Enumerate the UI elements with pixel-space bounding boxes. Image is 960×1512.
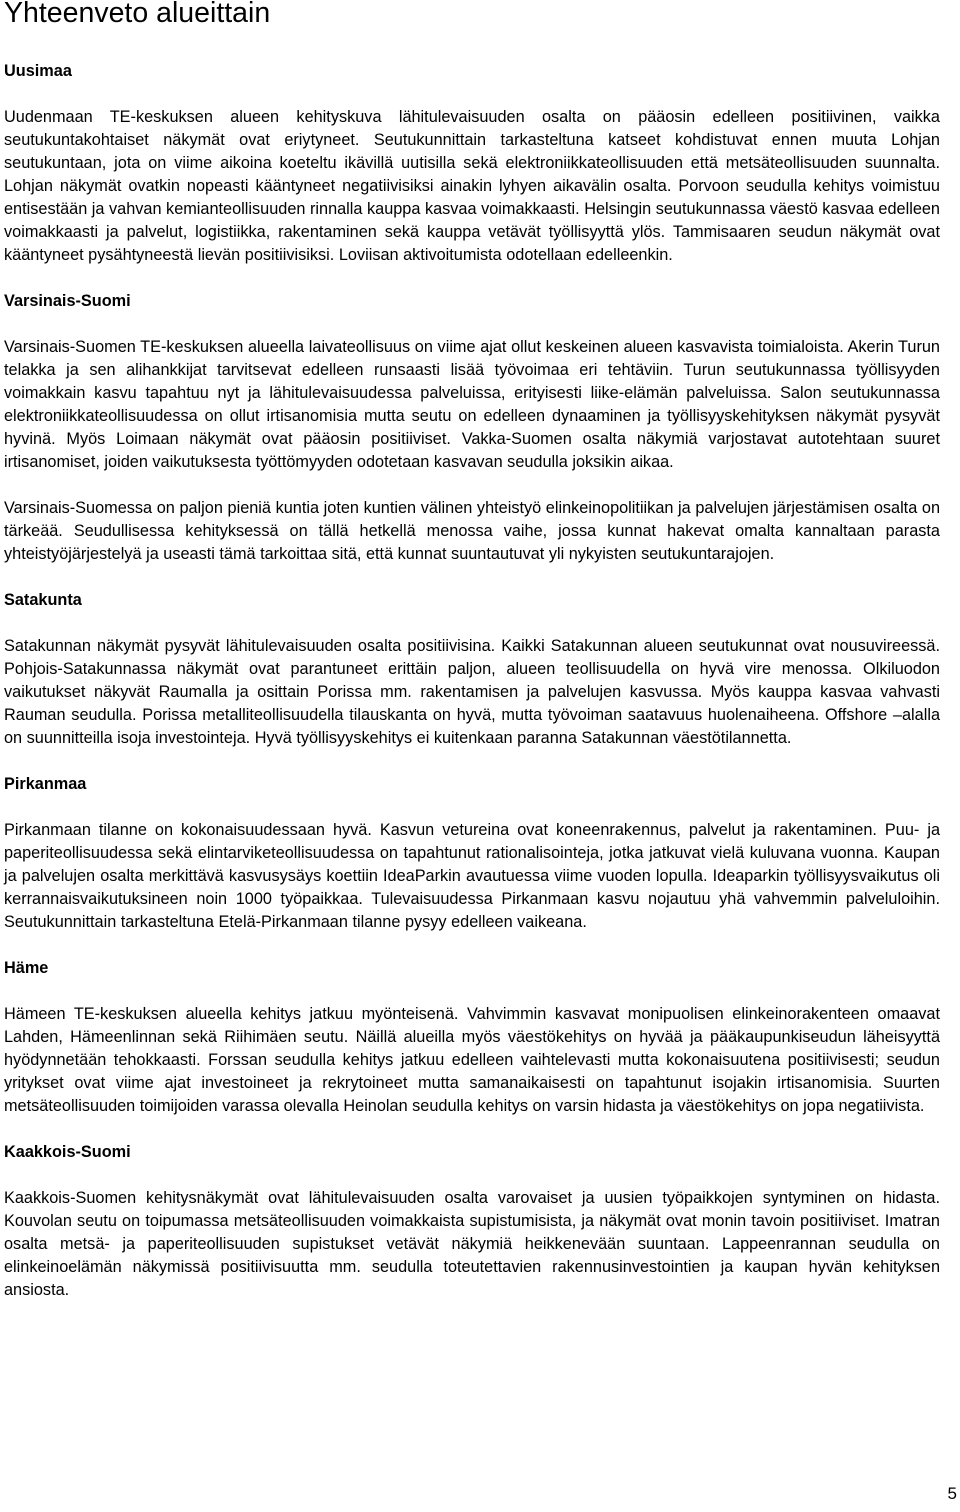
section-paragraph: Hämeen TE-keskuksen alueella kehitys jatkuu myönteisenä. Vahvimmin kasvavat monipuolisen elinkeinorakenteen omaavat Lahden, Hämeenlinnan sekä Riihimäen seutu. Näillä alueilla myös väestökehitys on hyvää ja pääkaupunkiseudun läheisyyttä hyödynnetään tehokkaasti. Forssan seudulla kehitys jatkuu edelleen vaihtelevasti mutta kokonaisuutena positiivisesti; seudun yritykset ovat viime ajat investoineet ja rekrytoineet mutta samanaikaisesti on tapahtunut isojakin irtisanomisia. Suurten metsäteollisuuden toimijoiden varassa olevalla Heinolan seudulla kehitys on varsin hidasta ja väestökehitys on jopa negatiivista. xyxy=(4,1005,940,1115)
section-paragraph: Pirkanmaan tilanne on kokonaisuudessaan hyvä. Kasvun vetureina ovat koneenrakennus, palvelut ja rakentaminen. Puu- ja paperiteollisuudessa sekä elintarviketeollisuudessa on tapahtunut rationalisointeja, jotka jatkuvat vielä kuluvana vuonna. Kaupan ja palvelujen osalta merkittävä kasvusysäys koettiin IdeaParkin avautuessa viime vuoden lopulla. Ideaparkin työllisyysvaikutus oli kerrannaisvaikutuksineen noin 1000 työpaikkaa. Tulevaisuudessa Pirkanmaan kasvu nojautuu yhä vahvemmin palveluloihin. Seutukunnittain tarkasteltuna Etelä-Pirkanmaan tilanne pysyy edelleen vaikeana. xyxy=(4,821,940,931)
section-uusimaa xyxy=(4,60,940,267)
page-number: 5 xyxy=(947,1484,957,1503)
section-paragraph: Varsinais-Suomen TE-keskuksen alueella laivateollisuus on viime ajat ollut keskeinen alueen kasvavista toimialoista. Akerin Turun telakka ja sen alihankkijat tarvitsevat edelleen runsaasti lisää työvoimaa eri tehtäviin. Turun seutukunnassa työllisyyden voimakkain kasvu tapahtuu nyt ja lähitulevaisuudessa palveluissa, erityisesti liike-elämän palveluissa. Salon seutukunnassa elektroniikkateollisuudessa on ollut irtisanomisia mutta seutu on edelleen dynaaminen ja työllisyyskehityksen näkymät pysyvät hyvinä. Myös Loimaan näkymät ovat pääosin positiiviset. Vakka-Suomen osalta näkymiä varjostavat autotehtaan suuret irtisanomiset, joiden vaikutuksesta työttömyyden odotetaan kasvavan seudulla joksikin aikaa. xyxy=(4,338,940,471)
section-paragraph: Uudenmaan TE-keskuksen alueen kehityskuva lähitulevaisuuden osalta on pääosin edelleen positiivinen, vaikka seutukuntakohtaiset näkymät ovat eriytyneet. Seutukunnittain tarkasteltuna katseet kohdistuvat ennen muuta Lohjan seutukuntaan, jota on viime aikoina koeteltu ikävillä uutisilla sekä elektroniikkateollisuuden että metsäteollisuuden suunnalta. Lohjan näkymät ovatkin nopeasti kääntyneet negatiivisiksi ainakin lyhyen aikavälin osalta. Porvoon seudulla kehitys voimistuu entisestään ja vahvan kemianteollisuuden rinnalla kauppa kasvaa voimakkaasti. Helsingin seutukunnassa väestö kasvaa edelleen voimakkaasti ja palvelut, logistiikka, rakentaminen sekä kauppa vetävät työllisyyttä ylös. Tammisaaren seudun näkymät ovat kääntyneet pysähtyneestä lievän positiivisiksi. Loviisan aktivoitumista odotellaan edelleenkin. xyxy=(4,108,940,264)
section-heading: Kaakkois-Suomi xyxy=(4,1143,131,1161)
section-paragraph: Varsinais-Suomessa on paljon pieniä kuntia joten kuntien välinen yhteistyö elinkeinopolitiikan ja palvelujen järjestämisen osalta on tärkeää. Seudullisessa kehityksessä on tällä hetkellä menossa vaihe, jossa kunnat hakevat omalta kannaltaan parasta yhteistyöjärjestelyä ja useasti tämä tarkoittaa sitä, että kunnat suuntautuvat yli nykyisten seutukuntarajojen. xyxy=(4,499,940,563)
section-varsinais-suomi xyxy=(4,290,940,566)
section-hame xyxy=(4,957,940,1118)
section-heading: Häme xyxy=(4,959,49,977)
section-paragraph: Satakunnan näkymät pysyvät lähitulevaisuuden osalta positiivisina. Kaikki Satakunnan alueen seutukunnat ovat nousuvireessä. Pohjois-Satakunnassa näkymät ovat parantuneet erittäin paljon, alueen teollisuudella on hyvä vire menossa. Olkiluodon vaikutukset näkyvät Raumalla ja osittain Porissa mm. rakentamisen ja palvelujen kasvussa. Myös kauppa kasvaa vahvasti Rauman seudulla. Porissa metalliteollisuudella tilauskanta on hyvä, mutta työvoiman saatavuus huolenaiheena. Offshore –alalla on suunnitteilla isoja investointeja. Hyvä työllisyyskehitys ei kuitenkaan paranna Satakunnan väestötilannetta. xyxy=(4,637,940,747)
document-body xyxy=(4,60,940,1302)
section-heading: Pirkanmaa xyxy=(4,775,87,793)
section-satakunta xyxy=(4,589,940,750)
section-heading: Uusimaa xyxy=(4,62,72,80)
section-heading: Varsinais-Suomi xyxy=(4,292,131,310)
section-kaakkois-suomi xyxy=(4,1141,940,1302)
page-title: Yhteenveto alueittain xyxy=(4,0,271,29)
section-pirkanmaa xyxy=(4,773,940,934)
section-heading: Satakunta xyxy=(4,591,82,609)
section-paragraph: Kaakkois-Suomen kehitysnäkymät ovat lähitulevaisuuden osalta varovaiset ja uusien työpaikkojen syntyminen on hidasta. Kouvolan seutu on toipumassa metsäteollisuuden voimakkaista supistumisista, ja näkymät ovat monin tavoin positiiviset. Imatran osalta metsä- ja paperiteollisuuden supistukset vetävät näkymiä heikkenevään suuntaan. Lappeenrannan seudulla on elinkeinoelämän näkymissä positiivisuutta mm. seudulla toteutettavien rakennusinvestointien ja kaupan hyvän kehityksen ansiosta. xyxy=(4,1189,940,1299)
